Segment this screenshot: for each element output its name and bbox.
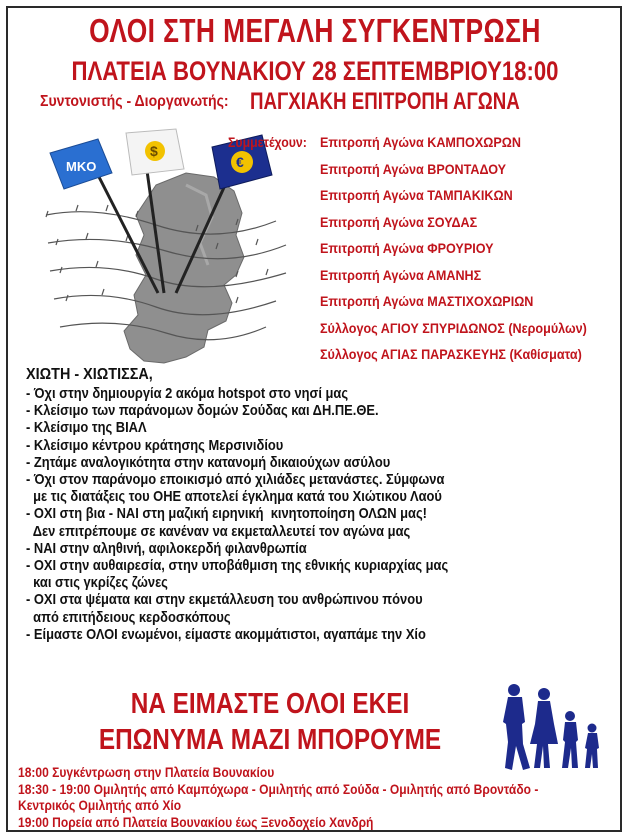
- appeal-line: - Κλείσιμο κέντρου κράτησης Μερσινιδίου: [26, 436, 284, 454]
- participant-item: Επιτροπή Αγώνα ΑΜΑΝΗΣ: [320, 267, 482, 283]
- participant-item: Σύλλογος ΑΓΙΟΥ ΣΠΥΡΙΔΩΝΟΣ (Νερομύλων): [320, 320, 587, 336]
- appeal-line: - Όχι στην δημιουργία 2 ακόμα hotspot στο νησί μας: [26, 385, 349, 402]
- appeal-line: - ΟΧΙ στη βια - ΝΑΙ στη μαζική ειρηνική κινητοποίηση ΟΛΩΝ μας!: [26, 505, 427, 523]
- organizer-label: Συντονιστής - Διοργανωτής:: [40, 93, 229, 110]
- call-to-action-line1: ΝΑ ΕΙΜΑΣΤΕ ΟΛΟΙ ΕΚΕΙ: [130, 688, 410, 720]
- call-to-action-line2: ΕΠΩΝΥΜΑ ΜΑΖΙ ΜΠΟΡΟΥΜΕ: [98, 724, 442, 756]
- appeal-line: - ΟΧΙ στα ψέματα και στην εκμετάλλευση του ανθρώπινου πόνου: [26, 591, 423, 609]
- island-flags-illustration: [36, 125, 326, 385]
- appeal-line: με τις διατάξεις του ΟΗΕ αποτελεί έγκλημα κατά του Χιώτικου Λαού: [26, 488, 442, 506]
- event-place-date: ΠΛΑΤΕΙΑ ΒΟΥΝΑΚΙΟΥ 28 ΣΕΠΤΕΜΒΡΙΟΥ18:00: [71, 56, 559, 86]
- participant-item: Επιτροπή Αγώνα ΜΑΣΤΙΧΟΧΩΡΙΩΝ: [320, 293, 534, 309]
- appeal-greeting: ΧΙΩΤΗ - ΧΙΩΤΙΣΣΑ,: [26, 366, 153, 383]
- schedule-line: 19:00 Πορεία από Πλατεία Βουνακίου έως Ξενοδοχείο Χανδρή: [18, 813, 374, 830]
- appeal-line: - Είμαστε ΟΛΟΙ ενωμένοι, είμαστε ακομμάτιστοι, αγαπάμε την Χίο: [26, 625, 426, 643]
- participant-item: Επιτροπή Αγώνα ΚΑΜΠΟΧΩΡΩΝ: [320, 134, 521, 150]
- appeal-line: Δεν επιτρέπουμε σε κανέναν να εκμεταλλευτεί τον αγώνα μας: [26, 522, 411, 540]
- organizer-name: ΠΑΓΧΙΑΚΗ ΕΠΙΤΡΟΠΗ ΑΓΩΝΑ: [250, 88, 520, 115]
- appeal-line: - ΟΧΙ στην αυθαιρεσία, στην υποβάθμιση της εθνικής κυριαρχίας μας: [26, 557, 449, 575]
- participant-item: Επιτροπή Αγώνα ΤΑΜΠΑΚΙΚΩΝ: [320, 187, 513, 203]
- appeal-line: και στις γκρίζες ζώνες: [26, 574, 168, 592]
- participant-item: Επιτροπή Αγώνα ΒΡΟΝΤΑΔΟΥ: [320, 161, 507, 177]
- flag-dollar-label: $: [150, 143, 158, 159]
- flag-euro-label: €: [236, 154, 244, 170]
- participant-item: Επιτροπή Αγώνα ΦΡΟΥΡΙΟΥ: [320, 240, 494, 256]
- island-map-shape: [124, 173, 244, 363]
- participants-label: Συμμετέχουν:: [228, 134, 307, 150]
- poster-title: ΟΛΟΙ ΣΤΗ ΜΕΓΑΛΗ ΣΥΓΚΕΝΤΡΩΣΗ: [89, 12, 541, 49]
- schedule-line: Κεντρικός Ομιλητής από Χίο: [18, 797, 182, 814]
- appeal-line: - ΝΑΙ στην αληθινή, αφιλοκερδή φιλανθρωπία: [26, 539, 307, 557]
- event-schedule: [18, 764, 618, 830]
- flag-mko-label: MKO: [66, 159, 97, 174]
- flag-dollar: [126, 129, 184, 175]
- participant-item: Σύλλογος ΑΓΙΑΣ ΠΑΡΑΣΚΕΥΗΣ (Καθίσματα): [320, 346, 582, 362]
- participant-item: Επιτροπή Αγώνα ΣΟΥΔΑΣ: [320, 214, 478, 230]
- walking-family-icon: [492, 682, 612, 774]
- appeal-line: - Όχι στον παράνομο εποικισμό από χιλιάδες μετανάστες. Σύμφωνα: [26, 471, 445, 489]
- appeal-line: - Κλείσιμο της ΒΙΑΛ: [26, 419, 147, 437]
- schedule-line: 18:30 - 19:00 Ομιλητής από Καμπόχωρα - Ομιλητής από Σούδα - Ομιλητής από Βροντάδο -: [18, 780, 539, 797]
- schedule-line: 18:00 Συγκέντρωση στην Πλατεία Βουνακίου: [18, 764, 275, 780]
- appeal-list: [26, 385, 626, 643]
- appeal-line: από επιτήδειους κερδοσκόπους: [26, 608, 231, 626]
- appeal-line: - Κλείσιμο των παράνομων δομών Σούδας και ΔΗ.ΠΕ.ΘΕ.: [26, 402, 379, 420]
- organizer-row: [40, 88, 520, 115]
- appeal-line: - Ζητάμε αναλογικότητα στην κατανομή δικαιούχων ασύλου: [26, 453, 391, 471]
